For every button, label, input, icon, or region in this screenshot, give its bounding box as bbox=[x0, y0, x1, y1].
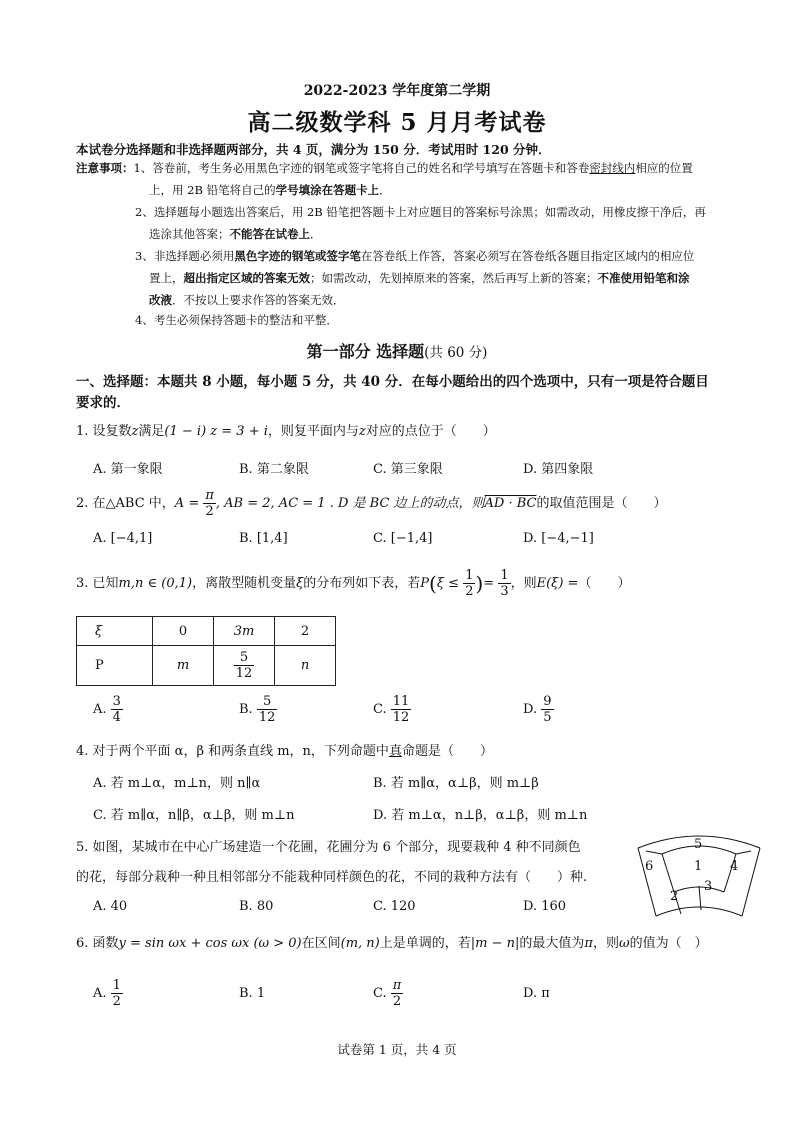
note-4: 4、考生必须保持答题卡的整洁和平整． bbox=[135, 313, 338, 327]
note-3-bold4: 改液 bbox=[149, 293, 172, 307]
q3-eq: = bbox=[483, 576, 495, 591]
q4-b: 命题是（ ） bbox=[401, 744, 493, 759]
q6-e: ，则 bbox=[592, 936, 619, 951]
note-2-end: ． bbox=[310, 227, 322, 241]
note-3-d: ；如需改动，先划掉原来的答案，然后再写上新的答案； bbox=[310, 271, 598, 285]
page-footer: 试卷第 1 页，共 4 页 bbox=[337, 1042, 457, 1057]
q4-option-b[interactable]: B. 若 m∥α，α⊥β，则 m⊥β bbox=[373, 776, 539, 791]
note-3-line1 bbox=[135, 248, 694, 264]
q2-a: 2. 在△ABC 中， bbox=[76, 496, 175, 511]
q5-option-a[interactable]: A. 40 bbox=[93, 899, 128, 914]
note-1-b: 相应的位置 bbox=[635, 161, 693, 175]
note-1-c: 上，用 2B 铅笔将自己的 bbox=[149, 183, 276, 197]
note-1-line2 bbox=[149, 182, 391, 198]
flower-bed-diagram bbox=[634, 826, 764, 922]
q6-b: 在区间 bbox=[301, 936, 341, 951]
note-2-bold: 不能答在试卷上 bbox=[229, 227, 310, 241]
notes-block bbox=[76, 160, 693, 176]
q6-g: 的值为（ ） bbox=[629, 936, 708, 951]
note-1-end: ． bbox=[379, 183, 391, 197]
q1-option-b[interactable]: B. 第二象限 bbox=[239, 462, 309, 477]
q3-option-b[interactable]: B. $\frac{5}{12}$ bbox=[239, 694, 276, 725]
distribution-table bbox=[76, 616, 336, 686]
q2-option-b[interactable]: B. [1,4] bbox=[239, 531, 288, 546]
q1-option-c[interactable]: C. 第三象限 bbox=[373, 462, 443, 477]
question-5-line1: 5. 如图，某城市在中心广场建造一个花圃，花圃分为 6 个部分，现要栽种 4 种不同颜色 bbox=[76, 840, 581, 855]
region-label: 2 bbox=[670, 889, 679, 904]
note-1-bold: 学号填涂在答题卡上 bbox=[275, 183, 380, 197]
q3-xi: ξ bbox=[296, 576, 304, 591]
q6-interval: (m, n) bbox=[340, 936, 380, 951]
q5-option-d[interactable]: D. 160 bbox=[523, 899, 567, 914]
table-cell: 0 bbox=[153, 617, 214, 646]
q3-P: P bbox=[420, 576, 430, 591]
note-3-e: ．不按以上要求作答的答案无效． bbox=[172, 293, 345, 307]
q4-a: 4. 对于两个平面 α，β 和两条直线 m，n，下列命题中 bbox=[76, 744, 389, 759]
note-3-b: 在答卷纸上作答，答案必须写在答卷纸各题目指定区域内的相应位 bbox=[360, 249, 695, 263]
region-label: 3 bbox=[704, 879, 713, 894]
note-1-underline: 密封线内 bbox=[589, 161, 636, 175]
section-score: (共 60 分) bbox=[424, 345, 488, 361]
table-cell: n bbox=[275, 646, 336, 686]
question-5-line2: 的花，每部分栽种一种且相邻部分不能栽种同样颜色的花，不同的栽种方法有（ ）种. bbox=[76, 870, 588, 885]
table-row bbox=[77, 617, 336, 646]
q6-function: y = sin ωx + cos ωx (ω > 0) bbox=[118, 936, 302, 951]
table-row bbox=[77, 646, 336, 686]
region-label: 5 bbox=[694, 837, 703, 852]
q1-c: ，则复平面内与 bbox=[267, 424, 359, 439]
exam-intro: 本试卷分选择题和非选择题两部分，共 4 页，满分为 150 分．考试用时 120 分钟． bbox=[76, 142, 551, 157]
note-1-a: 1、答卷前，考生务必用黑色字迹的钢笔或签字笔将自己的姓名和学号填写在答题卡和答卷 bbox=[133, 161, 590, 175]
q3-mn: m,n ∈ (0,1) bbox=[118, 576, 193, 591]
q3-one-half: $\frac{1}{2}$ bbox=[465, 568, 474, 599]
divider-2-3b bbox=[699, 886, 701, 910]
q3-d: ，则 bbox=[510, 576, 537, 591]
q4-underline: 真 bbox=[388, 744, 402, 759]
q1-d: 对应的点位于（ ） bbox=[365, 424, 496, 439]
q6-option-b[interactable]: B. 1 bbox=[239, 986, 266, 1001]
q2-b: , AB = 2, AC = 1 . D 是 BC 边上的动点，则 bbox=[215, 496, 485, 511]
section-name: 第一部分 选择题 bbox=[306, 342, 425, 361]
question-4-stem bbox=[76, 740, 493, 759]
q6-c: 上是单调的，若 bbox=[379, 936, 471, 951]
q2-pi-over-2: $\frac{\pi}{2}$ bbox=[205, 488, 214, 519]
q6-abs: |m − n| bbox=[470, 936, 520, 951]
q2-angle-a: A = bbox=[174, 496, 200, 511]
outer-arc-bottom bbox=[656, 907, 742, 916]
q1-a: 1. 设复数 bbox=[76, 424, 132, 439]
q1-option-d[interactable]: D. 第四象限 bbox=[523, 462, 594, 477]
divider-5-4 bbox=[736, 851, 751, 854]
table-cell bbox=[214, 646, 275, 686]
note-2-a: 2、选择题每小题选出答案后，用 2B 铅笔把答题卡上对应题目的答案标号涂黑；如需改动，用橡皮擦干净后，再 bbox=[135, 205, 706, 219]
q4-option-d[interactable]: D. 若 m⊥α，n⊥β，α⊥β，则 m⊥n bbox=[373, 808, 588, 823]
inner-left bbox=[662, 854, 674, 892]
q2-option-c[interactable]: C. [−1,4] bbox=[373, 531, 433, 546]
q3-e: （ ） bbox=[578, 576, 631, 591]
q3-a: 3. 已知 bbox=[76, 576, 119, 591]
q2-vector-product: AD · BC bbox=[484, 496, 537, 511]
q1-equation: (1 − i) z = 3 + i bbox=[164, 424, 268, 439]
note-3-bold3: 不准使用铅笔和涂 bbox=[597, 271, 690, 285]
q3-option-a[interactable]: A. $\frac{3}{4}$ bbox=[93, 694, 121, 725]
note-3-bold1: 黑色字迹的钢笔或签字笔 bbox=[234, 249, 361, 263]
q6-option-d[interactable]: D. π bbox=[523, 986, 550, 1001]
q5-option-b[interactable]: B. 80 bbox=[239, 899, 274, 914]
region-label: 6 bbox=[645, 859, 654, 874]
q1-b: 满足 bbox=[138, 424, 165, 439]
note-2-b: 选涂其他答案； bbox=[149, 227, 230, 241]
q6-omega: ω bbox=[618, 936, 630, 951]
notes-label: 注意事项： bbox=[76, 161, 134, 175]
note-3-line2 bbox=[149, 270, 690, 286]
q4-option-a[interactable]: A. 若 m⊥α，m⊥n，则 n∥α bbox=[93, 776, 261, 791]
q1-option-a[interactable]: A. 第一象限 bbox=[93, 462, 163, 477]
section-instructions-2: 要求的． bbox=[76, 395, 130, 411]
q3-cond: ξ ≤ bbox=[436, 576, 460, 591]
region-label: 1 bbox=[694, 859, 703, 874]
note-2-line2 bbox=[149, 226, 322, 242]
q4-option-c[interactable]: C. 若 m∥α，n∥β，α⊥β，则 m⊥n bbox=[93, 808, 295, 823]
right-edge bbox=[742, 848, 760, 916]
table-cell: 2 bbox=[275, 617, 336, 646]
q6-option-a[interactable]: A. $\frac{1}{2}$ bbox=[93, 978, 121, 1009]
section-instructions-1: 一、选择题：本题共 8 小题，每小题 5 分，共 40 分．在每小题给出的四个选项中，只有一项是符合题目 bbox=[76, 374, 709, 390]
q6-pi: π bbox=[584, 936, 593, 951]
question-6-stem bbox=[76, 932, 708, 951]
q3-b: ，离散型随机变量 bbox=[192, 576, 297, 591]
q2-c: 的取值范围是（ ） bbox=[536, 496, 667, 511]
exam-title: 高二级数学科 5 月月考试卷 bbox=[247, 109, 547, 136]
q6-option-c[interactable]: C. $\frac{\pi}{2}$ bbox=[373, 978, 402, 1009]
divider-5-6 bbox=[646, 851, 662, 854]
question-3-stem: 3. 已知m,n ∈ (0,1)，离散型随机变量ξ的分布列如下表，若P(ξ ≤ $\frac{1}{2}$ )= $\frac{1}{3}$ ，则E(ξ) =（ ） bbox=[76, 568, 631, 599]
q3-option-c[interactable]: C. $\frac{11}{12}$ bbox=[373, 694, 410, 725]
table-cell: 3m bbox=[214, 617, 275, 646]
q3-option-d[interactable]: D. $\frac{9}{5}$ bbox=[523, 694, 552, 725]
question-1-stem bbox=[76, 420, 496, 439]
q5-option-c[interactable]: C. 120 bbox=[373, 899, 416, 914]
q1-z: z bbox=[131, 424, 139, 439]
note-3-line3 bbox=[149, 292, 345, 308]
q3-expectation: E(ξ) = bbox=[536, 576, 579, 591]
q6-d: 的最大值为 bbox=[519, 936, 585, 951]
q6-a: 6. 函数 bbox=[76, 936, 119, 951]
note-3-a: 3、非选择题必须用 bbox=[135, 249, 235, 263]
q1-z2: z bbox=[358, 424, 366, 439]
table-cell: m bbox=[153, 646, 214, 686]
note-3-c: 置上， bbox=[149, 271, 184, 285]
section-title bbox=[0, 339, 794, 362]
q3-one-third: $\frac{1}{3}$ bbox=[500, 568, 509, 599]
table-cell: ξ bbox=[77, 617, 153, 646]
table-fraction: $\frac{5}{12}$ bbox=[235, 650, 253, 681]
exam-term: 2022-2023 学年度第二学期 bbox=[303, 83, 491, 99]
q3-c: 的分布列如下表，若 bbox=[303, 576, 421, 591]
table-cell: P bbox=[77, 646, 153, 686]
question-2-stem bbox=[76, 488, 667, 519]
region-label: 4 bbox=[730, 859, 739, 874]
q2-option-a[interactable]: A. [−4,1] bbox=[93, 531, 153, 546]
q2-option-d[interactable]: D. [−4,−1] bbox=[523, 531, 594, 546]
note-3-bold2: 超出指定区域的答案无效 bbox=[183, 271, 310, 285]
